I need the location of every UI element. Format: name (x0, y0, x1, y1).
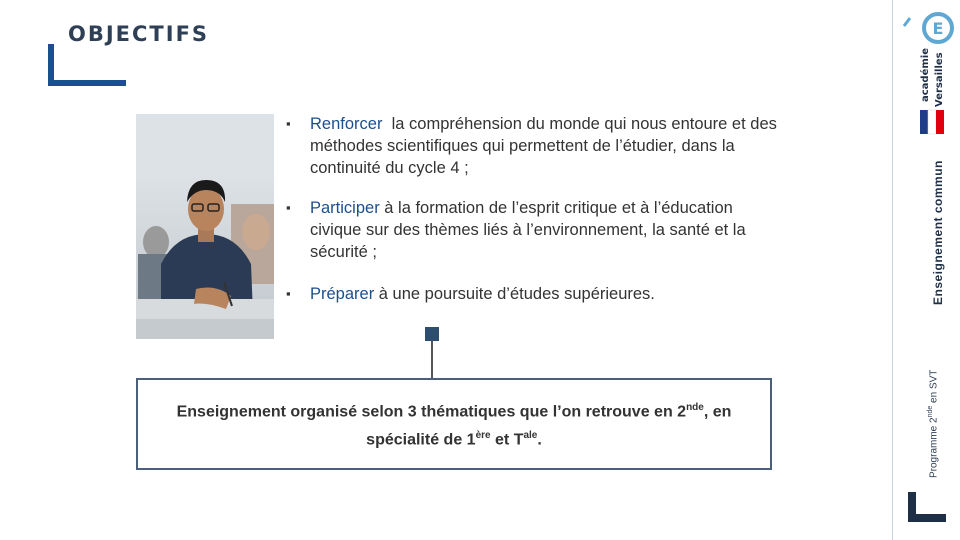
vertical-program-label: Programme 2nde en SVT (927, 369, 940, 478)
svg-text:Versailles: Versailles (934, 52, 945, 107)
svg-text:E: E (932, 19, 944, 38)
bullet-square-icon: ▪ (286, 286, 291, 301)
connector-line (431, 341, 433, 379)
vertical-section-title: Enseignement commun (931, 160, 945, 305)
bullet-text: la compréhension du monde qui nous entoure et des méthodes scientifiques qui permettent de l’étudier, dans la continuité du cycle 4 ; (310, 115, 782, 177)
bullet-square-icon: ▪ (286, 200, 291, 215)
title-bracket-horizontal (48, 80, 126, 86)
bullet-keyword: Préparer (310, 285, 375, 303)
list-item (286, 113, 786, 179)
list-item (286, 197, 786, 263)
connector-square (425, 327, 439, 341)
bullet-keyword: Participer (310, 199, 380, 217)
student-photo (136, 114, 274, 339)
bullet-keyword: Renforcer (310, 115, 383, 133)
corner-bracket-horizontal (908, 514, 946, 522)
page-title: OBJECTIFS (68, 22, 210, 46)
summary-text: Enseignement organisé selon 3 thématiques que l’on retrouve en 2nde, en spécialité de 1ère et $T^{ale}$. (176, 401, 732, 449)
academie-versailles-logo (900, 12, 956, 137)
bullet-text: à une poursuite d’études supérieures. (374, 285, 655, 303)
summary-box (136, 378, 772, 470)
bullet-square-icon: ▪ (286, 116, 291, 131)
sidebar-divider (892, 0, 893, 540)
svg-text:académie: académie (920, 48, 931, 102)
bullet-text: à la formation de l’esprit critique et à l’éducation civique sur des thèmes liés à l’environnement, la santé et la sécurité ; (310, 199, 746, 261)
list-item (286, 283, 655, 305)
